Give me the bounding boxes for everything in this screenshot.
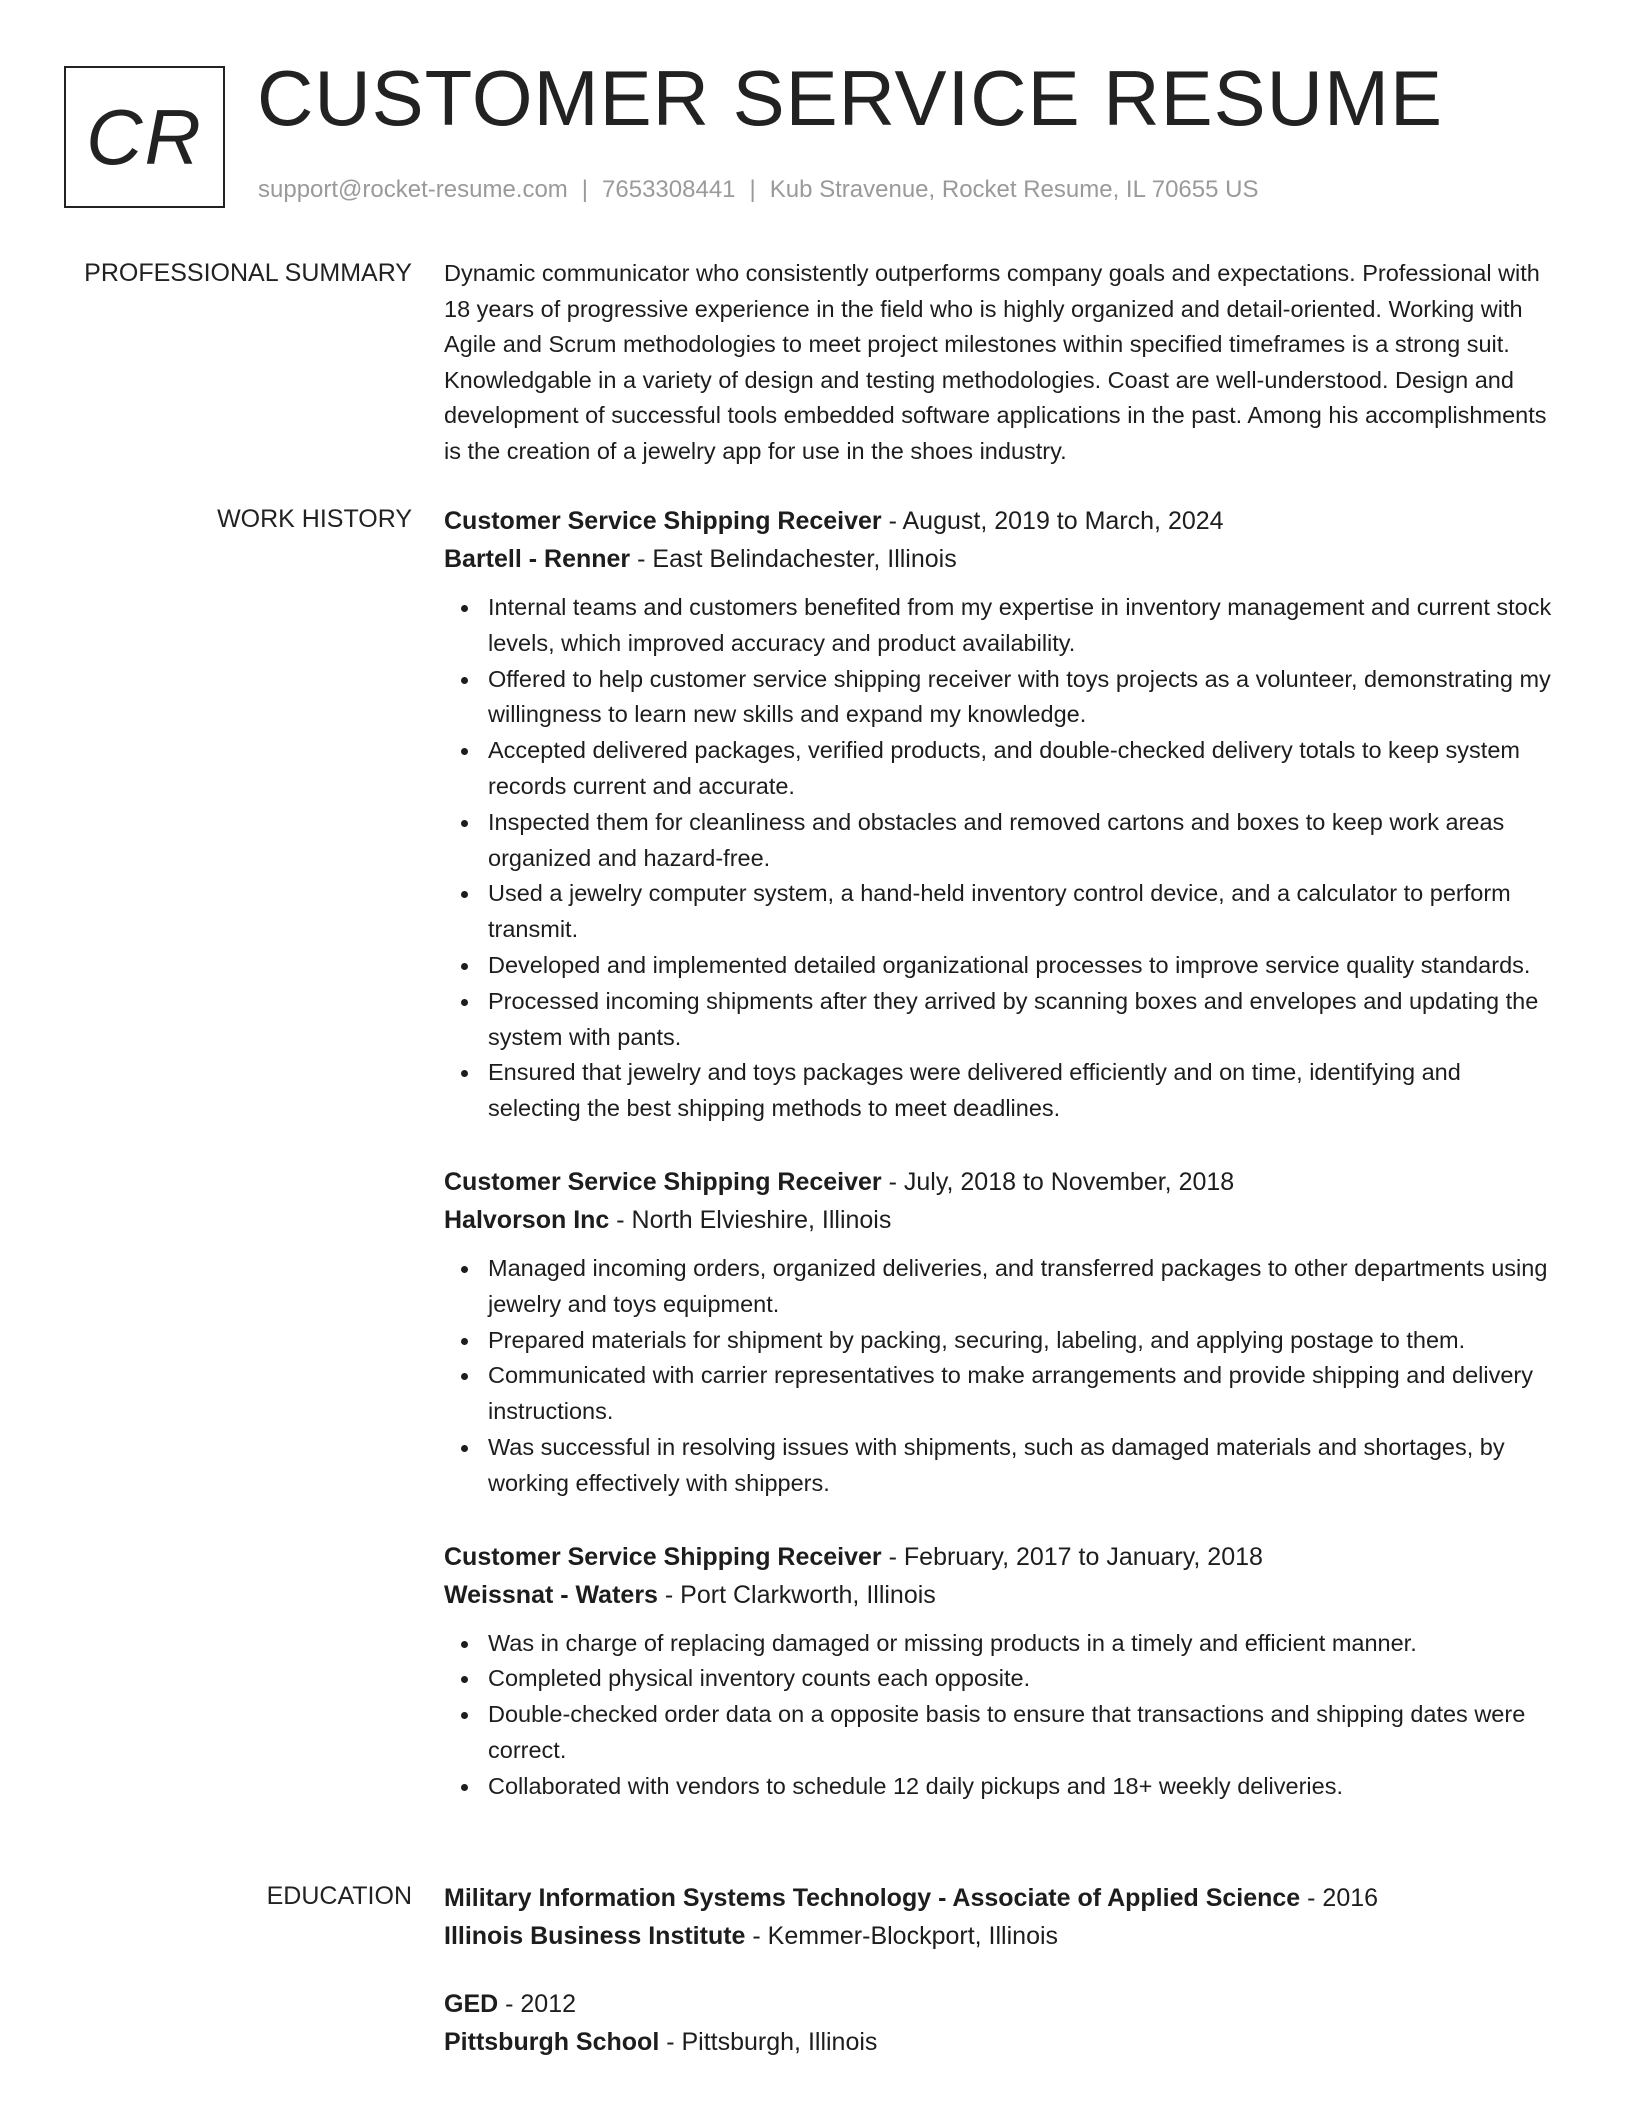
job-company: Bartell - Renner [444,545,631,573]
education-degree: GED [444,1990,499,2018]
bullet-dot-icon [461,605,468,612]
job-bullet-text: Collaborated with vendors to schedule 12 daily pickups and 18+ weekly deliveries. [488,1772,1343,1799]
bullet-dot-icon [461,748,468,755]
job-bullet-text: Processed incoming shipments after they arrived by scanning boxes and envelopes and updating the system with pants. [488,987,1539,1050]
job-bullet [444,1430,1559,1502]
job-bullet-list [444,590,1559,1127]
bullet-dot-icon [461,963,468,970]
work-history-body [444,502,1559,1841]
job-dates: - February, 2017 to January, 2018 [881,1542,1263,1571]
job-bullet [444,805,1559,877]
summary-text: Dynamic communicator who consistently outperforms company goals and expectations. Professional with 18 years of progressive experience in the field who is highly organized and detail-oriented. Working with Agile and Scrum methodologies to meet project milestones within specified timeframes is a strong suit. Knowledgable in a variety of design and testing methodologies. Coast are well-understood. Design and development of successful tools embedded software applications in the past. Among his accomplishments is the creation of a jewelry app for use in the shoes industry. [444,260,1547,464]
education-entry [444,1879,1559,1955]
job-bullet [444,1769,1559,1805]
job-company: Halvorson Inc [444,1205,610,1234]
job-bullet-text: Communicated with carrier representatives to make arrangements and provide shipping and delivery instructions. [488,1362,1533,1425]
job-bullet-text: Was in charge of replacing damaged or missing products in a timely and efficient manner. [488,1629,1417,1656]
bullet-dot-icon [461,1676,468,1683]
resume-title: CUSTOMER SERVICE RESUME [257,54,1443,142]
bullet-dot-icon [461,820,468,827]
bullet-dot-icon [461,891,468,898]
bullet-dot-icon [461,1445,468,1452]
job-bullet [444,1661,1559,1697]
job-company-line [444,1201,1559,1239]
education-location: - Kemmer-Blockport, Illinois [745,1922,1059,1950]
job-bullet-text: Offered to help customer service shipping receiver with toys projects as a volunteer, demonstrating my willingness to learn new skills and expand my knowledge. [488,665,1551,728]
summary-body [444,256,1559,469]
contact-phone: 7653308441 [602,176,736,203]
job-location: - North Elvieshire, Illinois [609,1205,892,1234]
job-location: - Port Clarkworth, Illinois [657,1580,936,1609]
education-school: Illinois Business Institute [444,1922,746,1950]
bullet-dot-icon [461,1712,468,1719]
job-dates: - August, 2019 to March, 2024 [881,507,1224,535]
job-company-line [444,540,1559,578]
job-title-line [444,502,1559,540]
contact-address: Kub Stravenue, Rocket Resume, IL 70655 US [769,176,1259,203]
job-bullet [444,662,1559,734]
education-year: - 2016 [1300,1884,1379,1912]
contact-email: support@rocket-resume.com [258,176,568,203]
job-bullet [444,1697,1559,1769]
job-location: - East Belindachester, Illinois [630,545,957,573]
contact-separator: | [749,176,756,203]
job-dates: - July, 2018 to November, 2018 [881,1167,1235,1196]
bullet-dot-icon [461,1641,468,1648]
job-title: Customer Service Shipping Receiver [444,1542,882,1571]
job-bullet-text: Accepted delivered packages, verified products, and double-checked delivery totals to keep system records current and accurate. [488,737,1520,799]
job-entry [444,502,1559,1127]
education-year: - 2012 [498,1990,577,2018]
job-bullet-text: Was successful in resolving issues with shipments, such as damaged materials and shortages, by working effectively with shippers. [488,1433,1505,1496]
job-bullet-text: Developed and implemented detailed organizational processes to improve service quality standards. [488,951,1531,978]
job-bullet-text: Ensured that jewelry and toys packages were delivered efficiently and on time, identifying and selecting the best shipping methods to meet deadlines. [488,1059,1461,1122]
job-bullet [444,1055,1559,1127]
bullet-dot-icon [461,1373,468,1380]
job-title: Customer Service Shipping Receiver [444,1167,882,1196]
job-title: Customer Service Shipping Receiver [444,507,882,535]
job-bullet [444,876,1559,948]
job-bullet-text: Internal teams and customers benefited from my expertise in inventory management and current stock levels, which improved accuracy and product availability. [488,594,1552,656]
job-bullet [444,1251,1559,1323]
education-location: - Pittsburgh, Illinois [659,2028,878,2056]
job-bullet-list [444,1626,1559,1805]
job-bullet-text: Used a jewelry computer system, a hand-held inventory control device, and a calculator to perform transmit. [488,880,1511,943]
work-history-label: WORK HISTORY [217,505,412,533]
job-bullet [444,590,1559,662]
job-bullet [444,1358,1559,1430]
bullet-dot-icon [461,1070,468,1077]
job-bullet [444,733,1559,805]
bullet-dot-icon [461,999,468,1006]
job-entry [444,1163,1559,1502]
education-degree-line [444,1985,1559,2023]
job-bullet [444,1626,1559,1662]
contact-line [258,174,1258,205]
job-bullet-text: Double-checked order data on a opposite basis to ensure that transactions and shipping dates were correct. [488,1701,1526,1763]
job-company: Weissnat - Waters [444,1580,658,1609]
contact-separator: | [581,176,589,203]
job-company-line [444,1576,1559,1614]
bullet-dot-icon [461,677,468,684]
education-school: Pittsburgh School [444,2028,660,2056]
job-bullet [444,984,1559,1056]
bullet-dot-icon [461,1266,468,1273]
job-bullet-text: Inspected them for cleanliness and obstacles and removed cartons and boxes to keep work areas organized and hazard-free. [488,808,1505,871]
education-label: EDUCATION [266,1882,412,1910]
job-title-line [444,1163,1559,1201]
education-school-line [444,1917,1559,1955]
job-bullet [444,948,1559,984]
job-bullet-list [444,1251,1559,1502]
education-body [444,1879,1559,2091]
job-entry [444,1538,1559,1805]
job-bullet-text: Prepared materials for shipment by packing, securing, labeling, and applying postage to them. [488,1326,1466,1353]
bullet-dot-icon [461,1338,468,1345]
education-school-line [444,2023,1559,2061]
education-entry [444,1985,1559,2061]
education-degree-line [444,1879,1559,1917]
monogram-logo: CR [64,66,225,208]
job-title-line [444,1538,1559,1576]
education-degree: Military Information Systems Technology - Associate of Applied Science [444,1884,1301,1912]
job-bullet [444,1323,1559,1359]
job-bullet-text: Completed physical inventory counts each opposite. [488,1665,1031,1692]
summary-label: PROFESSIONAL SUMMARY [84,259,412,287]
job-bullet-text: Managed incoming orders, organized deliveries, and transferred packages to other departments using jewelry and toys equipment. [488,1254,1548,1317]
bullet-dot-icon [461,1784,468,1791]
